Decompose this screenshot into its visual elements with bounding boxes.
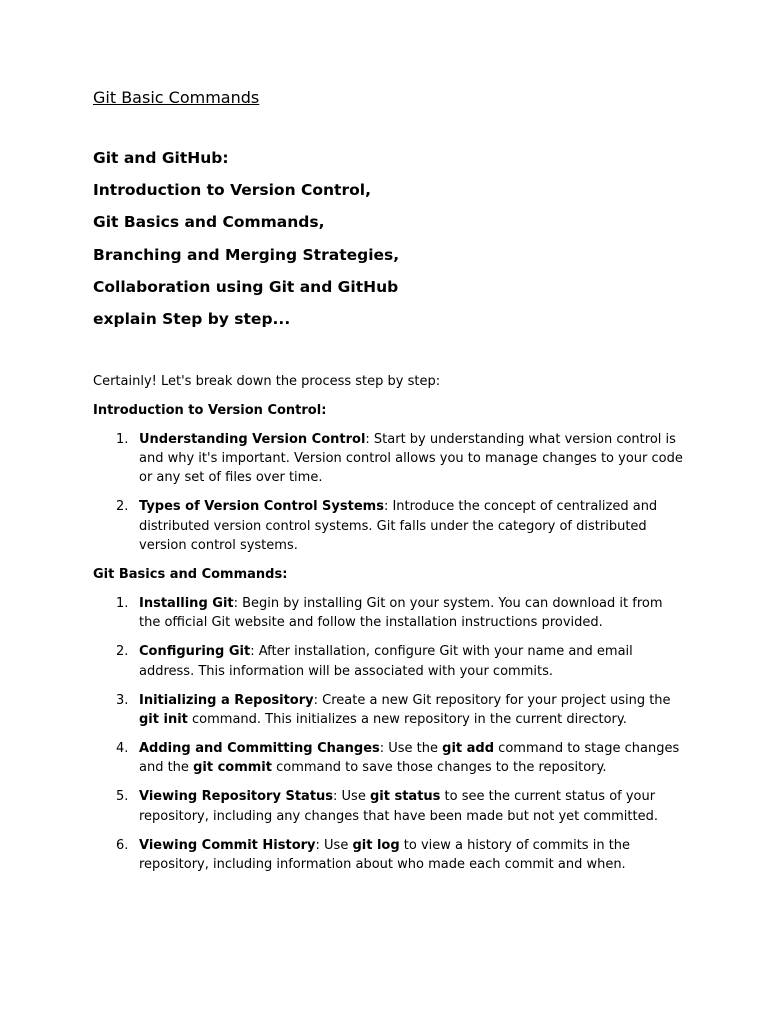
list-item [93,739,683,778]
body-text: : Use [315,837,353,853]
bold-text: git status [369,789,441,805]
prompt-line: explain Step by step... [93,309,291,328]
prompt-line: Branching and Merging Strategies, [93,245,400,264]
answer-body [93,372,683,884]
list-item-number: 6. [116,837,129,853]
bold-text: git add [442,741,495,757]
list-item [93,787,683,826]
list-item-number: 2. [116,499,129,515]
body-text: : Use the [379,741,443,757]
prompt-line: Git Basics and Commands, [93,213,325,232]
bold-text: git init [139,712,188,728]
step-list [93,594,683,875]
bold-text: git log [352,837,400,853]
body-text: : Start by understanding what version control is and why it's important. Version control allows you to manage changes to your code or any set of files over time. [139,431,683,486]
list-item [93,642,683,681]
bold-text: Installing Git [139,595,234,611]
intro-paragraph: Certainly! Let's break down the process step by step: [93,374,441,389]
body-text: : Begin by installing Git on your system. You can download it from the official Git website and follow the installation instructions provided. [139,595,663,631]
prompt-block [93,148,399,341]
prompt-line: Git and GitHub: [93,149,229,167]
step-list [93,430,683,556]
bold-text: Viewing Repository Status [139,789,334,805]
prompt-line: Collaboration using Git and GitHub [93,277,399,296]
bold-text: Initializing a Repository [139,692,314,708]
list-item [93,430,683,488]
list-item-number: 4. [116,741,129,757]
bold-text: git commit [193,760,272,776]
section-heading: Git Basics and Commands: [93,567,288,583]
bold-text: Viewing Commit History [139,837,316,853]
body-text: : Create a new Git repository for your project using the [313,692,671,708]
bold-text: Adding and Committing Changes [139,741,380,757]
bold-text: Understanding Version Control [139,431,366,447]
list-item-number: 5. [116,789,129,805]
list-item-number: 1. [116,431,129,447]
bold-text: Configuring Git [139,644,251,660]
sections-container [93,401,683,875]
body-text: to see the current status of your repository, including any changes that have been made but not yet committed. [139,789,658,824]
list-item-number: 3. [116,692,129,708]
list-item-number: 2. [116,644,129,660]
document-title: Git Basic Commands [93,88,260,107]
section-heading: Introduction to Version Control: [93,403,327,418]
body-text: command to save those changes to the repository. [271,760,607,776]
body-text: command to stage changes and the [139,741,680,776]
list-item [93,836,683,875]
bold-text: Types of Version Control Systems [139,499,384,515]
body-text: : Use [333,789,370,805]
body-text: : Introduce the concept of centralized and distributed version control systems. Git falls under the category of distributed version control systems. [139,499,658,554]
list-item [93,594,683,633]
list-item [93,691,683,730]
body-text: command. This initializes a new repository in the current directory. [187,712,627,728]
prompt-line: Introduction to Version Control, [93,181,371,200]
list-item-number: 1. [116,595,129,611]
body-text: to view a history of commits in the repository, including information about who made each commit and when. [139,837,631,873]
body-text: : After installation, configure Git with your name and email address. This information will be associated with your commits. [139,644,633,679]
list-item [93,497,683,555]
